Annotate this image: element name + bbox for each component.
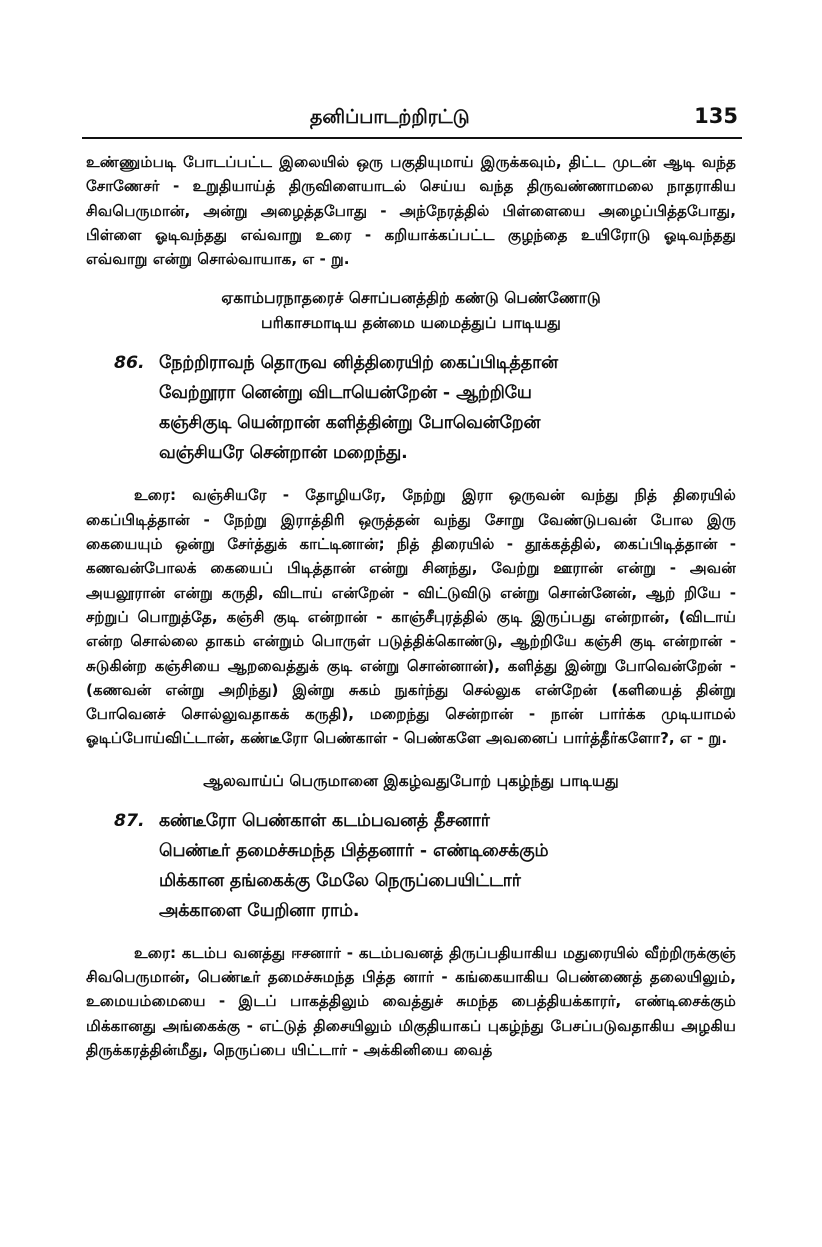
verse-line: கஞ்சிகுடி யென்றான் களித்தின்று போவென்றேன் (159, 413, 541, 434)
heading-86-line: பரிகாசமாடிய தன்மை யமைத்துப் பாடியது (261, 314, 561, 333)
verse-86 (114, 348, 736, 468)
verse-line: வேற்றூரா னென்று விடாயென்றேன் - ஆற்றியே (159, 383, 532, 404)
verse-line: வஞ்சியரே சென்றான் மறைந்து. (159, 443, 408, 464)
verse-line: கண்டீரோ பெண்காள் கடம்பவனத் தீசனார் (159, 810, 490, 831)
verse-number: 87. (114, 810, 145, 831)
commentary-87: உரை: கடம்ப வனத்து ஈசனார் - கடம்பவனத் திருப்பதியாகிய மதுரையில் வீற்றிருக்குஞ் சிவபெருமான், பெண்டீர் தமைச்சுமந்த பித்த னார் - கங்கையாகிய பெண்ணைத் தலையிலும், உமையம்மையை - இடப் பாகத்திலும் வைத்துச் சுமந்த பைத்தியக்காரர், எண்டிசைக்கும் மிக்கானது அங்கைக்கு - எட்டுத் திசையிலும் மிகுதியாகப் புகழ்ந்து பேசப்படுவதாகிய அழகிய திருக்கரத்தின்மீது, நெருப்பை யிட்டார் - அக்கினியை வைத் (86, 943, 736, 1059)
page-number: 135 (694, 104, 738, 128)
intro-paragraph: உண்ணும்படி போடப்பட்ட இலையில் ஒரு பகுதியுமாய் இருக்கவும், திட்ட முடன் ஆடி வந்த சோணேசர் - உறுதியாய்த் திருவிளையாடல் செய்ய வந்த திருவண்ணாமலை நாதராகிய சிவபெருமான், அன்று அழைத்தபோது - அந்நேரத்தில் பிள்ளையை அழைப்பித்தபோது, பிள்ளை ஓடிவந்தது எவ்வாறு உரை - கறியாக்கப்பட்ட குழந்தை உயிரோடு ஓடிவந்தது எவ்வாறு என்று சொல்வாயாக, எ - று. (86, 153, 736, 269)
header-rule (82, 137, 742, 139)
page-body (86, 150, 736, 1062)
running-header (82, 106, 738, 136)
verse-line: பெண்டீர் தமைச்சுமந்த பித்தனார் - எண்டிசைக்கும் (159, 840, 549, 861)
verse-line: மிக்கான தங்கைக்கு மேலே நெருப்பையிட்டார் (159, 870, 521, 891)
heading-86-line: ஏகாம்பரநாதரைச் சொப்பனத்திற் கண்டு பெண்ணோடு (221, 289, 601, 308)
running-title: தனிப்பாடற்றிரட்டு (310, 106, 470, 128)
commentary-86: உரை: வஞ்சியரே - தோழியரே, நேற்று இரா ஒருவன் வந்து நித் திரையில் கைப்பிடித்தான் - நேற்று இராத்திரி ஒருத்தன் வந்து சோறு வேண்டுபவன் போல இரு கையையும் ஒன்று சேர்த்துக் காட்டினான்; நித் திரையில் - தூக்கத்தில், கைப்பிடித்தான் - கணவன்போலக் கையைப் பிடித்தான் என்று சினந்து, வேற்று ஊரான் என்று - அவன் அயலூரான் என்று கருதி, விடாய் என்றேன் - விட்டுவிடு என்று சொன்னேன், ஆற் றியே - சற்றுப் பொறுத்தே, கஞ்சி குடி என்றான் - காஞ்சீபுரத்தில் குடி இருப்பது என்றான், (விடாய் என்ற சொல்லை தாகம் என்றும் பொருள் படுத்திக்கொண்டு, ஆற்றியே கஞ்சி குடி என்றான் - சுடுகின்ற கஞ்சியை ஆறவைத்துக் குடி என்று சொன்னான்), களித்து இன்று போவென்றேன் - (கணவன் என்று அறிந்து) இன்று சுகம் நுகர்ந்து செல்லுக என்றேன் (களியைத் தின்று போவெனச் சொல்லுவதாகக் கருதி), மறைந்து சென்றான் - நான் பார்க்க முடியாமல் ஓடிப்போய்விட்டான், கண்டீரோ பெண்காள் - பெண்களே அவனைப் பார்த்தீர்களோ?, எ - று. (86, 486, 736, 748)
verse-line: நேற்றிராவந் தொருவ னித்திரையிற் கைப்பிடித்தான் (159, 353, 558, 374)
verse-number: 86. (114, 353, 145, 374)
heading-86 (86, 286, 736, 336)
heading-87: ஆலவாய்ப் பெருமானை இகழ்வதுபோற் புகழ்ந்து பாடியது (203, 771, 619, 790)
verse-87 (114, 806, 736, 926)
verse-line: அக்காளை யேறினா ராம். (159, 900, 360, 921)
